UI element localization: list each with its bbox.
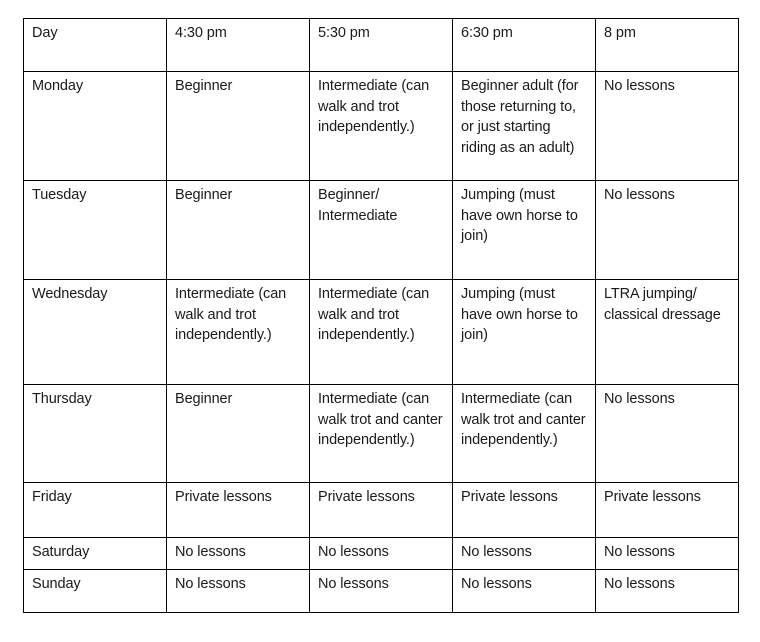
table-row (24, 72, 739, 181)
lesson-cell: No lessons (167, 538, 310, 570)
lesson-cell: Private lessons (596, 483, 739, 538)
day-cell: Saturday (24, 538, 167, 570)
lesson-cell: Intermediate (can walk trot and canter independently.) (453, 385, 596, 483)
lesson-cell: No lessons (596, 385, 739, 483)
lesson-cell: Jumping (must have own horse to join) (453, 280, 596, 385)
lesson-cell: No lessons (596, 72, 739, 181)
lesson-cell: No lessons (310, 538, 453, 570)
lesson-cell: No lessons (453, 538, 596, 570)
table-row (24, 483, 739, 538)
header-time-630: 6:30 pm (453, 19, 596, 72)
lesson-cell: Beginner (167, 181, 310, 280)
day-cell: Tuesday (24, 181, 167, 280)
header-time-530: 5:30 pm (310, 19, 453, 72)
lesson-cell: Beginner/ Intermediate (310, 181, 453, 280)
header-row (24, 19, 739, 72)
day-cell: Sunday (24, 570, 167, 613)
day-cell: Monday (24, 72, 167, 181)
lesson-cell: Intermediate (can walk and trot independently.) (167, 280, 310, 385)
table-row (24, 385, 739, 483)
header-time-8: 8 pm (596, 19, 739, 72)
day-cell: Friday (24, 483, 167, 538)
lesson-cell: No lessons (596, 570, 739, 613)
day-cell: Thursday (24, 385, 167, 483)
table-row (24, 538, 739, 570)
lesson-cell: Beginner (167, 385, 310, 483)
lesson-cell: Intermediate (can walk and trot independently.) (310, 280, 453, 385)
header-time-430: 4:30 pm (167, 19, 310, 72)
table-row (24, 570, 739, 613)
lesson-cell: Intermediate (can walk trot and canter independently.) (310, 385, 453, 483)
lesson-cell: Private lessons (310, 483, 453, 538)
lesson-cell: No lessons (167, 570, 310, 613)
lesson-cell: Beginner (167, 72, 310, 181)
lesson-cell: LTRA jumping/ classical dressage (596, 280, 739, 385)
table-row (24, 181, 739, 280)
lesson-cell: No lessons (596, 181, 739, 280)
lesson-cell: No lessons (310, 570, 453, 613)
lesson-cell: Beginner adult (for those returning to, or just starting riding as an adult) (453, 72, 596, 181)
table-row (24, 280, 739, 385)
header-day: Day (24, 19, 167, 72)
lesson-schedule-table (23, 18, 739, 613)
lesson-cell: Private lessons (453, 483, 596, 538)
day-cell: Wednesday (24, 280, 167, 385)
lesson-cell: Intermediate (can walk and trot independently.) (310, 72, 453, 181)
lesson-cell: Jumping (must have own horse to join) (453, 181, 596, 280)
lesson-cell: Private lessons (167, 483, 310, 538)
lesson-cell: No lessons (453, 570, 596, 613)
lesson-cell: No lessons (596, 538, 739, 570)
